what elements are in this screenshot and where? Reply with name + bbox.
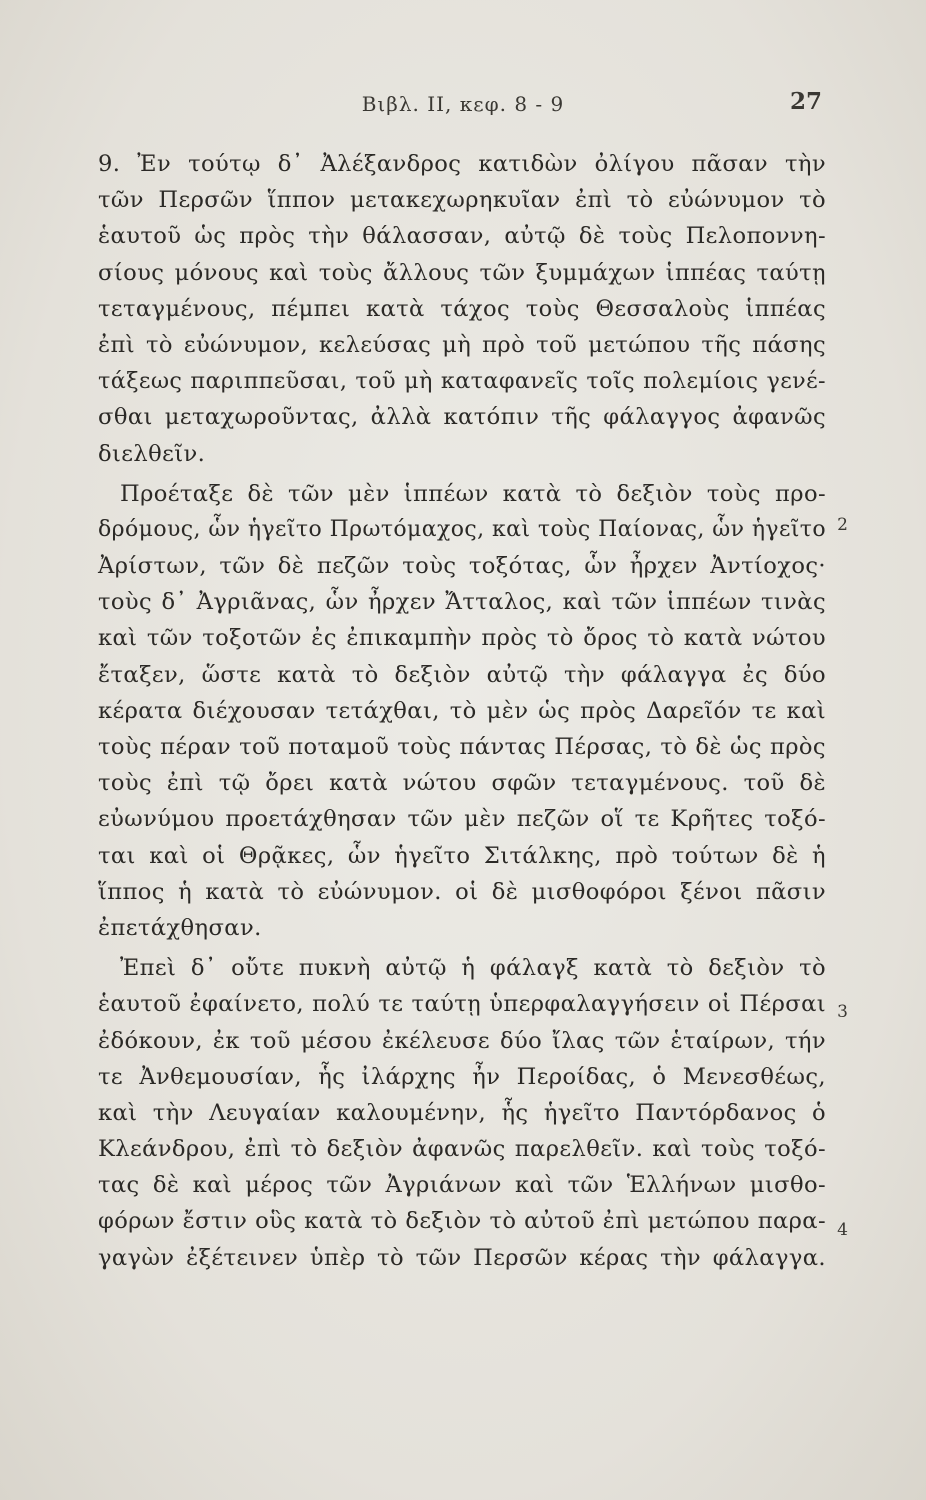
text-line: τάξεως παριππεῦσαι, τοῦ μὴ καταφανεῖς τοῖς πολεμίοις γενέ- [98, 368, 826, 395]
paragraph [98, 146, 826, 472]
text-line: φόρων ἔστιν οὓς κατὰ τὸ δεξιὸν τὸ αὐτοῦ ἐπὶ μετώπου παρα- [98, 1208, 826, 1235]
text-line: ἐπετάχθησαν. [98, 914, 262, 941]
paragraph [98, 950, 826, 1276]
body-text [98, 146, 826, 1276]
text-line: σίους μόνους καὶ τοὺς ἄλλους τῶν ξυμμάχων ἱππέας ταύτῃ [98, 259, 826, 286]
margin-section-number: 3 [837, 1002, 848, 1022]
page-number: 27 [789, 88, 822, 115]
text-line: ἑαυτοῦ ὡς πρὸς τὴν θάλασσαν, αὐτῷ δὲ τοὺς Πελοποννη- [98, 223, 826, 250]
text-line: γαγὼν ἐξέτεινεν ὑπὲρ τὸ τῶν Περσῶν κέρας τὴν φάλαγγα. [98, 1244, 826, 1271]
text-line: καὶ τὴν Λευγαίαν καλουμένην, ἧς ἡγεῖτο Παντόρδανος ὁ [98, 1099, 826, 1126]
text-line: δρόμους, ὧν ἡγεῖτο Πρωτόμαχος, καὶ τοὺς Παίονας, ὧν ἡγεῖτο [98, 516, 826, 542]
margin-section-number: 2 [837, 515, 848, 535]
text-line: κέρατα διέχουσαν τετάχθαι, τὸ μὲν ὡς πρὸς Δαρεῖόν τε καὶ [98, 697, 826, 724]
text-line: Κλεάνδρου, ἐπὶ τὸ δεξιὸν ἀφανῶς παρελθεῖν. καὶ τοὺς τοξό- [98, 1136, 826, 1163]
text-line: Ἐπεὶ δ᾽ οὔτε πυκνὴ αὐτῷ ἡ φάλαγξ κατὰ τὸ δεξιὸν τὸ [120, 955, 826, 982]
text-line: διελθεῖν. [98, 440, 206, 467]
text-line: ἔταξεν, ὥστε κατὰ τὸ δεξιὸν αὐτῷ τὴν φάλαγγα ἐς δύο [98, 661, 826, 688]
text-line: Ἀρίστων, τῶν δὲ πεζῶν τοὺς τοξότας, ὧν ἦρχεν Ἀντίοχος· [98, 553, 826, 580]
text-line: τῶν Περσῶν ἵππον μετακεχωρηκυῖαν ἐπὶ τὸ εὐώνυμον τὸ [98, 187, 826, 214]
text-line: ἐδόκουν, ἐκ τοῦ μέσου ἐκέλευσε δύο ἴλας τῶν ἑταίρων, τήν [98, 1027, 826, 1054]
text-line: τας δὲ καὶ μέρος τῶν Ἀγριάνων καὶ τῶν Ἑλλήνων μισθο- [98, 1172, 826, 1199]
text-line: τοὺς πέραν τοῦ ποταμοῦ τοὺς πάντας Πέρσας, τὸ δὲ ὡς πρὸς [98, 734, 826, 760]
text-line: 9. Ἐν τούτῳ δ᾽ Ἀλέξανδρος κατιδὼν ὀλίγου πᾶσαν τὴν [98, 151, 826, 177]
text-line: ἵππος ἡ κατὰ τὸ εὐώνυμον. οἱ δὲ μισθοφόροι ξένοι πᾶσιν [98, 878, 826, 905]
text-line: τοὺς ἐπὶ τῷ ὄρει κατὰ νώτου σφῶν τεταγμένους. τοῦ δὲ [98, 770, 826, 797]
margin-section-number: 4 [837, 1220, 848, 1240]
text-line: καὶ τῶν τοξοτῶν ἐς ἐπικαμπὴν πρὸς τὸ ὄρος τὸ κατὰ νώτου [98, 625, 826, 652]
text-line: εὐωνύμου προετάχθησαν τῶν μὲν πεζῶν οἵ τε Κρῆτες τοξό- [98, 806, 826, 833]
paragraph [98, 476, 826, 946]
page-header [0, 88, 926, 122]
text-line: ἑαυτοῦ ἐφαίνετο, πολύ τε ταύτῃ ὑπερφαλαγγήσειν οἱ Πέρσαι [98, 991, 826, 1018]
text-line: σθαι μεταχωροῦντας, ἀλλὰ κατόπιν τῆς φάλαγγος ἀφανῶς [98, 404, 826, 431]
text-line: Προέταξε δὲ τῶν μὲν ἱππέων κατὰ τὸ δεξιὸν τοὺς προ- [120, 480, 826, 507]
text-line: ἐπὶ τὸ εὐώνυμον, κελεύσας μὴ πρὸ τοῦ μετώπου τῆς πάσης [98, 331, 826, 358]
text-line: τοὺς δ᾽ Ἀγριᾶνας, ὧν ἦρχεν Ἄτταλος, καὶ τῶν ἱππέων τινὰς [98, 589, 826, 616]
running-head: Βιβλ. II, κεφ. 8 - 9 [361, 92, 565, 116]
text-line: τεταγμένους, πέμπει κατὰ τάχος τοὺς Θεσσαλοὺς ἱππέας [98, 295, 826, 322]
text-line: τε Ἀνθεμουσίαν, ἧς ἰλάρχης ἦν Περοίδας, ὁ Μενεσθέως, [98, 1063, 826, 1090]
text-line: ται καὶ οἱ Θρᾷκες, ὧν ἡγεῖτο Σιτάλκης, πρὸ τούτων δὲ ἡ [98, 842, 826, 869]
